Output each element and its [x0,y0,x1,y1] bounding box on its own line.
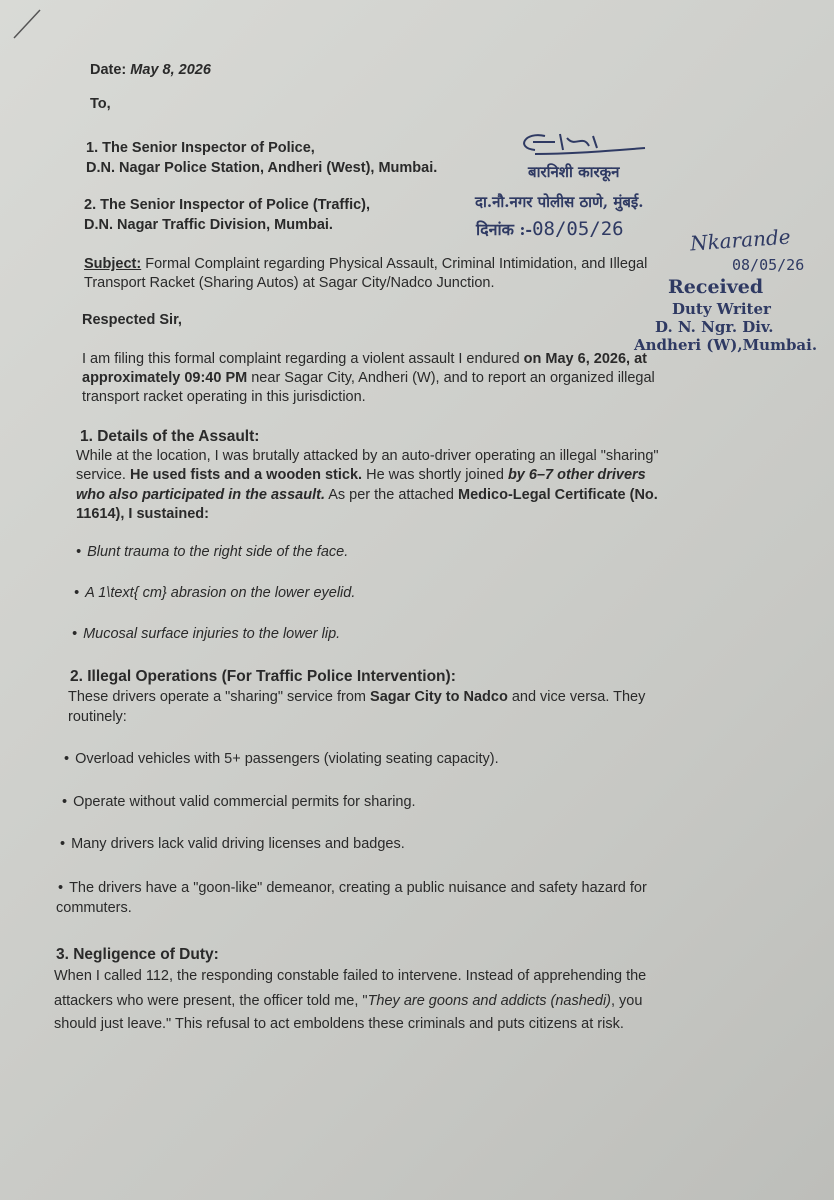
letter-date: Date: May 8, 2026 [90,62,211,78]
injury-bullet-3: • Mucosal surface injuries to the lower lip. [72,624,340,644]
pencil-mark [8,4,48,44]
officer-signature [505,126,655,166]
section2-heading: 2. Illegal Operations (For Traffic Police Intervention): [70,668,456,685]
stamp-station-line: दा.नौ.नगर पोलीस ठाणे, मुंबई. [475,193,644,211]
stamp-location: Andheri (W),Mumbai. [634,336,818,354]
section3-heading: 3. Negligence of Duty: [56,946,219,963]
intro-line2: approximately 09:40 PM near Sagar City, Andheri (W), and to report an organized illegal [82,370,655,386]
stamp-received-date: 08/05/26 [732,256,805,274]
section1-line4: 11614), I sustained: [76,506,209,522]
intro-line1: I am filing this formal complaint regarding a violent assault I endured on May 6, 2026, at [82,351,647,367]
stamp-received: Received [668,276,764,298]
operation-bullet-4-line2: commuters. [56,900,132,916]
salutation: Respected Sir, [82,312,182,328]
operation-bullet-2: • Operate without valid commercial permits for sharing. [62,792,416,812]
stamp-date-line: दिनांक :-08/05/26 [476,218,624,240]
subject-line1: Subject: Formal Complaint regarding Physical Assault, Criminal Intimidation, and Illegal [84,256,648,272]
section3-line1: When I called 112, the responding constable failed to intervene. Instead of apprehending the [54,968,647,984]
operation-bullet-1: • Overload vehicles with 5+ passengers (violating seating capacity). [64,749,499,769]
section2-line1: These drivers operate a "sharing" service from Sagar City to Nadco and vice versa. They [68,689,646,705]
addressee2-line2: D.N. Nagar Traffic Division, Mumbai. [84,217,333,233]
stamp-duty-writer: Duty Writer [672,300,771,318]
addressee2-line1: 2. The Senior Inspector of Police (Traffic), [84,197,371,213]
addressee1-line2: D.N. Nagar Police Station, Andheri (West), Mumbai. [86,160,438,176]
section1-line3: who also participated in the assault. As per the attached Medico-Legal Certificate (No. [76,487,658,503]
injury-bullet-2: • A 1\text{ cm} abrasion on the lower eyelid. [74,583,355,603]
section1-heading: 1. Details of the Assault: [80,428,260,445]
section2-line2: routinely: [68,709,127,725]
injury-bullet-1: • Blunt trauma to the right side of the face. [76,542,348,562]
section1-line1: While at the location, I was brutally attacked by an auto-driver operating an illegal "sharing" [76,448,659,464]
recipient-to: To, [90,96,111,112]
section3-line2: attackers who were present, the officer told me, "They are goons and addicts (nashedi), you [54,993,643,1009]
addressee1-line1: 1. The Senior Inspector of Police, [86,140,315,156]
stamp-clerk-line: बारनिशी कारकून [528,163,620,181]
section3-line3: should just leave." This refusal to act emboldens these criminals and puts citizens at risk. [54,1016,624,1032]
intro-line3: transport racket operating in this jurisdiction. [82,389,366,405]
stamp-signature-name: Nkarande [689,224,792,256]
stamp-division: D. N. Ngr. Div. [655,318,774,336]
section1-line2: service. He used fists and a wooden stick. He was shortly joined by 6–7 other drivers [76,467,646,483]
subject-line2: Transport Racket (Sharing Autos) at Sagar City/Nadco Junction. [84,275,495,291]
operation-bullet-4-line1: • The drivers have a "goon-like" demeanor, creating a public nuisance and safety hazard for [58,878,647,898]
operation-bullet-3: • Many drivers lack valid driving licenses and badges. [60,834,405,854]
